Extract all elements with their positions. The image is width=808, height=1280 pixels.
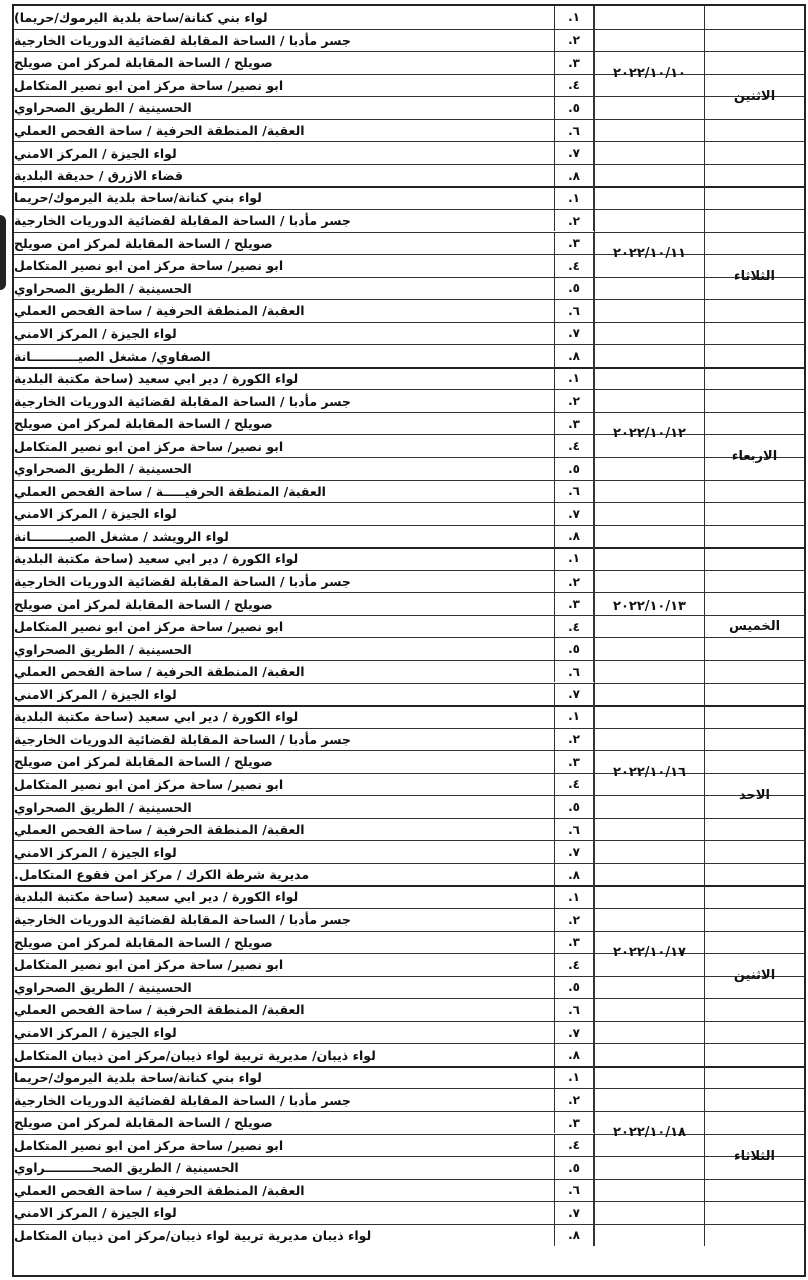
date-cell: ٢٠٢٢/١٠/١٧ [594, 885, 704, 1065]
row-number-cell: ٢. [554, 571, 594, 593]
row-number-cell: ٧. [554, 684, 594, 706]
location-cell: جسر مأدبا / الساحة المقابلة لقضائية الدوريات الخارجية [14, 393, 351, 409]
location-cell: لواء الرويشد / مشغل الصيـــــــــانة [14, 528, 229, 544]
location-cell: لواء الكورة / دير ابي سعيد (ساحة مكتبة البلدية [14, 708, 299, 724]
location-cell: العقبة/ المنطقة الحرفية / ساحة الفحص العملي [14, 822, 305, 838]
row-number-cell: ٨. [554, 1044, 594, 1066]
day-cell: الثلاثاء [704, 186, 804, 366]
location-cell: لواء الكورة / دير ابي سعيد (ساحة مكتبة البلدية [14, 889, 299, 905]
location-cell: ابو نصير/ ساحة مركز امن ابو نصير المتكامل [14, 957, 284, 973]
location-cell: لواء الجيزة / المركز الامني [14, 325, 177, 341]
date-cell: ٢٠٢٢/١٠/١٠ [594, 6, 704, 186]
day-cell: الاثنين [704, 885, 804, 1065]
location-cell: جسر مأدبا / الساحة المقابلة لقضائية الدوريات الخارجية [14, 213, 351, 229]
date-cell: ٢٠٢٢/١٠/١٨ [594, 1066, 704, 1246]
row-number-cell: ٥. [554, 458, 594, 480]
location-cell: لواء ذيبان/ مديرية تربية لواء ذيبان/مركز امن ذيبان المتكامل [14, 1047, 376, 1063]
row-number-cell: ٧. [554, 1022, 594, 1044]
location-cell: قضاء الازرق / حديقة البلدية [14, 168, 183, 184]
row-number-cell: ١. [554, 1066, 594, 1089]
location-cell: العقبة/ المنطقة الحرفية / ساحة الفحص العملي [14, 1182, 305, 1198]
row-number-cell: ١. [554, 6, 594, 29]
row-number-cell: ٧. [554, 323, 594, 345]
row-number-cell: ٥. [554, 638, 594, 660]
row-number-cell: ٥. [554, 796, 594, 818]
row-number-cell: ٤. [554, 954, 594, 976]
row-number-cell: ٢. [554, 909, 594, 931]
row-number-cell: ١. [554, 186, 594, 209]
row-number-cell: ٥. [554, 278, 594, 300]
row-number-cell: ٤. [554, 75, 594, 97]
day-cell: الثلاثاء [704, 1066, 804, 1246]
row-number-cell: ٦. [554, 300, 594, 322]
location-cell: ابو نصير/ ساحة مركز امن ابو نصير المتكامل [14, 619, 284, 635]
location-cell: لواء الجيزة / المركز الامني [14, 506, 177, 522]
location-cell: جسر مأدبا / الساحة المقابلة لقضائية الدوريات الخارجية [14, 731, 351, 747]
location-cell: صويلح / الساحة المقابلة لمركز امن صويلح [14, 416, 273, 432]
row-number-cell: ٢. [554, 30, 594, 52]
row-number-cell: ٦. [554, 120, 594, 142]
row-number-cell: ٦. [554, 999, 594, 1021]
row-number-cell: ١. [554, 367, 594, 390]
location-cell: الحسينية / الطريق الصحراوي [14, 280, 192, 296]
row-number-cell: ٤. [554, 774, 594, 796]
location-cell: الحسينية / الطريق الصحراوي [14, 100, 192, 116]
schedule-table [12, 4, 806, 1277]
date-cell: ٢٠٢٢/١٠/١٦ [594, 705, 704, 885]
row-number-cell: ٧. [554, 841, 594, 863]
row-number-cell: ١. [554, 705, 594, 728]
row-number-cell: ٧. [554, 142, 594, 164]
location-cell: ابو نصير/ ساحة مركز امن ابو نصير المتكامل [14, 77, 284, 93]
location-cell: لواء الجيزة / المركز الامني [14, 686, 177, 702]
location-cell: الحسينية / الطريق الصحراوي [14, 979, 192, 995]
location-cell: لواء بني كنانة/ساحة بلدية اليرموك/حريما [14, 1069, 262, 1085]
location-cell: لواء الكورة / دير ابي سعيد (ساحة مكتبة البلدية [14, 370, 299, 386]
row-number-cell: ٦. [554, 1180, 594, 1202]
row-number-cell: ٣. [554, 52, 594, 74]
day-cell: الاحد [704, 705, 804, 885]
date-cell: ٢٠٢٢/١٠/١٣ [594, 547, 704, 705]
location-cell: لواء الجيزة / المركز الامني [14, 145, 177, 161]
row-number-cell: ٧. [554, 1202, 594, 1224]
row-number-cell: ٤. [554, 1135, 594, 1157]
row-number-cell: ٣. [554, 932, 594, 954]
row-number-cell: ٤. [554, 435, 594, 457]
row-number-cell: ٢. [554, 1089, 594, 1111]
location-cell: العقبة/ المنطقة الحرفية / ساحة الفحص العملي [14, 303, 305, 319]
location-cell: العقبة/ المنطقة الحرفية / ساحة الفحص العملي [14, 1002, 305, 1018]
row-number-cell: ٢. [554, 390, 594, 412]
date-cell: ٢٠٢٢/١٠/١١ [594, 186, 704, 366]
location-cell: ابو نصير/ ساحة مركز امن ابو نصير المتكامل [14, 258, 284, 274]
location-cell: العقبة/ المنطقة الحرفية / ساحة الفحص العملي [14, 123, 305, 139]
location-cell: لواء الكورة / دير ابي سعيد (ساحة مكتبة البلدية [14, 550, 299, 566]
row-number-cell: ٧. [554, 503, 594, 525]
row-number-cell: ٤. [554, 255, 594, 277]
day-cell: الخميس [704, 547, 804, 705]
location-cell: صويلح / الساحة المقابلة لمركز امن صويلح [14, 55, 273, 71]
row-number-cell: ٣. [554, 233, 594, 255]
location-cell: صويلح / الساحة المقابلة لمركز امن صويلح [14, 235, 273, 251]
row-number-cell: ٦. [554, 481, 594, 503]
row-number-cell: ٣. [554, 1112, 594, 1134]
location-cell: صويلح / الساحة المقابلة لمركز امن صويلح [14, 934, 273, 950]
row-number-cell: ٨. [554, 165, 594, 187]
location-cell: لواء الجيزة / المركز الامني [14, 1025, 177, 1041]
location-cell: مديرية شرطة الكرك / مركز امن فقوع المتكامل. [14, 867, 310, 883]
location-cell: جسر مأدبا / الساحة المقابلة لقضائية الدوريات الخارجية [14, 32, 351, 48]
location-cell: العقبة/ المنطقة الحرفية / ساحة الفحص العملي [14, 664, 305, 680]
location-cell: ابو نصير/ ساحة مركز امن ابو نصير المتكامل [14, 438, 284, 454]
day-cell: الاربعاء [704, 367, 804, 547]
row-number-cell: ٦. [554, 819, 594, 841]
location-cell: لواء الجيزة / المركز الامني [14, 1205, 177, 1221]
location-cell: جسر مأدبا / الساحة المقابلة لقضائية الدوريات الخارجية [14, 1092, 351, 1108]
day-cell: الاثنين [704, 6, 804, 186]
row-number-cell: ٤. [554, 616, 594, 638]
row-number-cell: ٨. [554, 526, 594, 548]
date-cell: ٢٠٢٢/١٠/١٢ [594, 367, 704, 547]
row-number-cell: ٣. [554, 413, 594, 435]
row-number-cell: ٥. [554, 977, 594, 999]
location-cell: لواء بني كنانة/ساحة بلدية اليرموك/حريما [14, 190, 262, 206]
row-number-cell: ٢. [554, 210, 594, 232]
location-cell: جسر مأدبا / الساحة المقابلة لقضائية الدوريات الخارجية [14, 574, 351, 590]
location-cell: صويلح / الساحة المقابلة لمركز امن صويلح [14, 754, 273, 770]
page-edge-mark [0, 215, 6, 290]
location-cell: الحسينية / الطريق الصحـــــــــــراوي [14, 1160, 239, 1176]
location-cell: لواء الجيزة / المركز الامني [14, 844, 177, 860]
row-number-cell: ٣. [554, 593, 594, 615]
row-number-cell: ٣. [554, 751, 594, 773]
row-number-cell: ٥. [554, 97, 594, 119]
row-number-cell: ١. [554, 885, 594, 908]
location-cell: العقبة/ المنطقة الحرفيـــــة / ساحة الفحص العملي [14, 483, 326, 499]
location-cell: لواء ذيبان مديرية تربية لواء ذيبان/مركز امن ذيبان المتكامل [14, 1227, 372, 1243]
location-cell: ابو نصير/ ساحة مركز امن ابو نصير المتكامل [14, 776, 284, 792]
location-cell: صويلح / الساحة المقابلة لمركز امن صويلح [14, 596, 273, 612]
row-number-cell: ٨. [554, 345, 594, 367]
row-number-cell: ٨. [554, 1225, 594, 1247]
location-cell: لواء بني كنانة/ساحة بلدية اليرموك/حريما) [14, 9, 268, 25]
row-number-cell: ٥. [554, 1157, 594, 1179]
location-cell: ابو نصير/ ساحة مركز امن ابو نصير المتكامل [14, 1137, 284, 1153]
location-cell: الحسينية / الطريق الصحراوي [14, 461, 192, 477]
location-cell: الحسينية / الطريق الصحراوي [14, 799, 192, 815]
location-cell: صويلح / الساحة المقابلة لمركز امن صويلح [14, 1115, 273, 1131]
location-cell: الصفاوي/ مشغل الصيـــــــــــانة [14, 348, 211, 364]
row-number-cell: ٨. [554, 864, 594, 886]
row-number-cell: ١. [554, 547, 594, 570]
row-number-cell: ٢. [554, 729, 594, 751]
location-cell: الحسينية / الطريق الصحراوي [14, 641, 192, 657]
row-number-cell: ٦. [554, 661, 594, 683]
location-cell: جسر مأدبا / الساحة المقابلة لقضائية الدوريات الخارجية [14, 912, 351, 928]
